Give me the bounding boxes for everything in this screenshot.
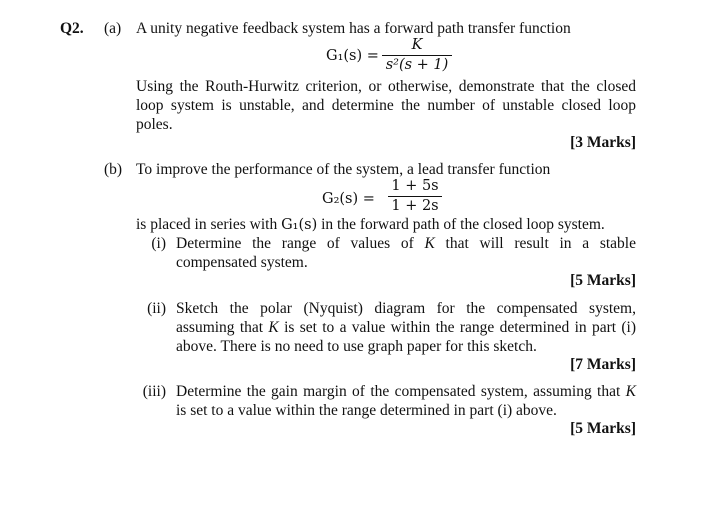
sub-iii-line-2: is set to a value within the range determined in part (i) above. xyxy=(176,402,557,419)
sub-i-marks: [5 Marks] xyxy=(570,272,636,289)
sub-ii-text-pre: assuming that xyxy=(176,319,264,336)
fraction-bar xyxy=(388,196,442,197)
sub-ii-line-3: above. There is no need to use graph paper for this sketch. xyxy=(176,338,537,355)
part-a-denominator: s²(s + 1) xyxy=(385,57,449,73)
part-a-line-3: poles. xyxy=(136,116,173,133)
question-number: Q2. xyxy=(60,20,84,37)
sub-i-label: (i) xyxy=(151,235,166,252)
sub-ii-line-2 xyxy=(176,318,636,337)
sub-i-text-pre: Determine the range of values of xyxy=(176,235,414,252)
part-b-series-line xyxy=(136,215,605,235)
sub-i-line-1 xyxy=(176,234,636,253)
part-a-marks: [3 Marks] xyxy=(570,134,636,151)
fraction-bar xyxy=(382,55,452,56)
part-b-label: (b) xyxy=(104,161,123,178)
sub-iii-variable: K xyxy=(625,383,637,400)
sub-ii-label: (ii) xyxy=(147,300,166,317)
part-b-denominator: 1 + 2s xyxy=(391,198,439,214)
part-a-numerator: K xyxy=(411,37,423,53)
part-a-equation-lhs: G₁(s) = xyxy=(326,48,379,64)
sub-iii-marks: [5 Marks] xyxy=(570,420,636,437)
sub-iii-line-1 xyxy=(176,382,636,401)
sub-ii-variable: K xyxy=(268,319,279,336)
sub-i-text-post: that will result in a stable xyxy=(445,235,636,252)
sub-iii-label: (iii) xyxy=(142,383,166,400)
sub-ii-text-post: is set to a value within the range determined in part (i) xyxy=(284,319,636,336)
sub-iii-text-pre: Determine the gain margin of the compensated system, assuming that xyxy=(176,383,621,400)
part-a-line-2: loop system is unstable, and determine the number of unstable closed loop xyxy=(136,97,636,114)
part-a-label: (a) xyxy=(104,20,122,37)
part-a-line-1: Using the Routh-Hurwitz criterion, or otherwise, demonstrate that the closed xyxy=(136,78,636,95)
part-a-equation-fraction xyxy=(382,37,452,74)
series-text-post: in the forward path of the closed loop system. xyxy=(321,216,605,233)
sub-i-line-2: compensated system. xyxy=(176,254,308,271)
part-b-equation-lhs: G₂(s) = xyxy=(322,191,375,207)
sub-i-variable: K xyxy=(424,235,435,252)
part-b-equation-fraction xyxy=(388,178,442,215)
part-a-intro: A unity negative feedback system has a forward path transfer function xyxy=(136,20,571,37)
series-symbol: G₁(s) xyxy=(281,217,318,233)
part-b-intro: To improve the performance of the system, a lead transfer function xyxy=(136,161,551,178)
sub-ii-marks: [7 Marks] xyxy=(570,356,636,373)
series-text-pre: is placed in series with xyxy=(136,216,278,233)
part-b-numerator: 1 + 5s xyxy=(391,178,439,194)
sub-ii-line-1: Sketch the polar (Nyquist) diagram for the compensated system, xyxy=(176,300,636,317)
